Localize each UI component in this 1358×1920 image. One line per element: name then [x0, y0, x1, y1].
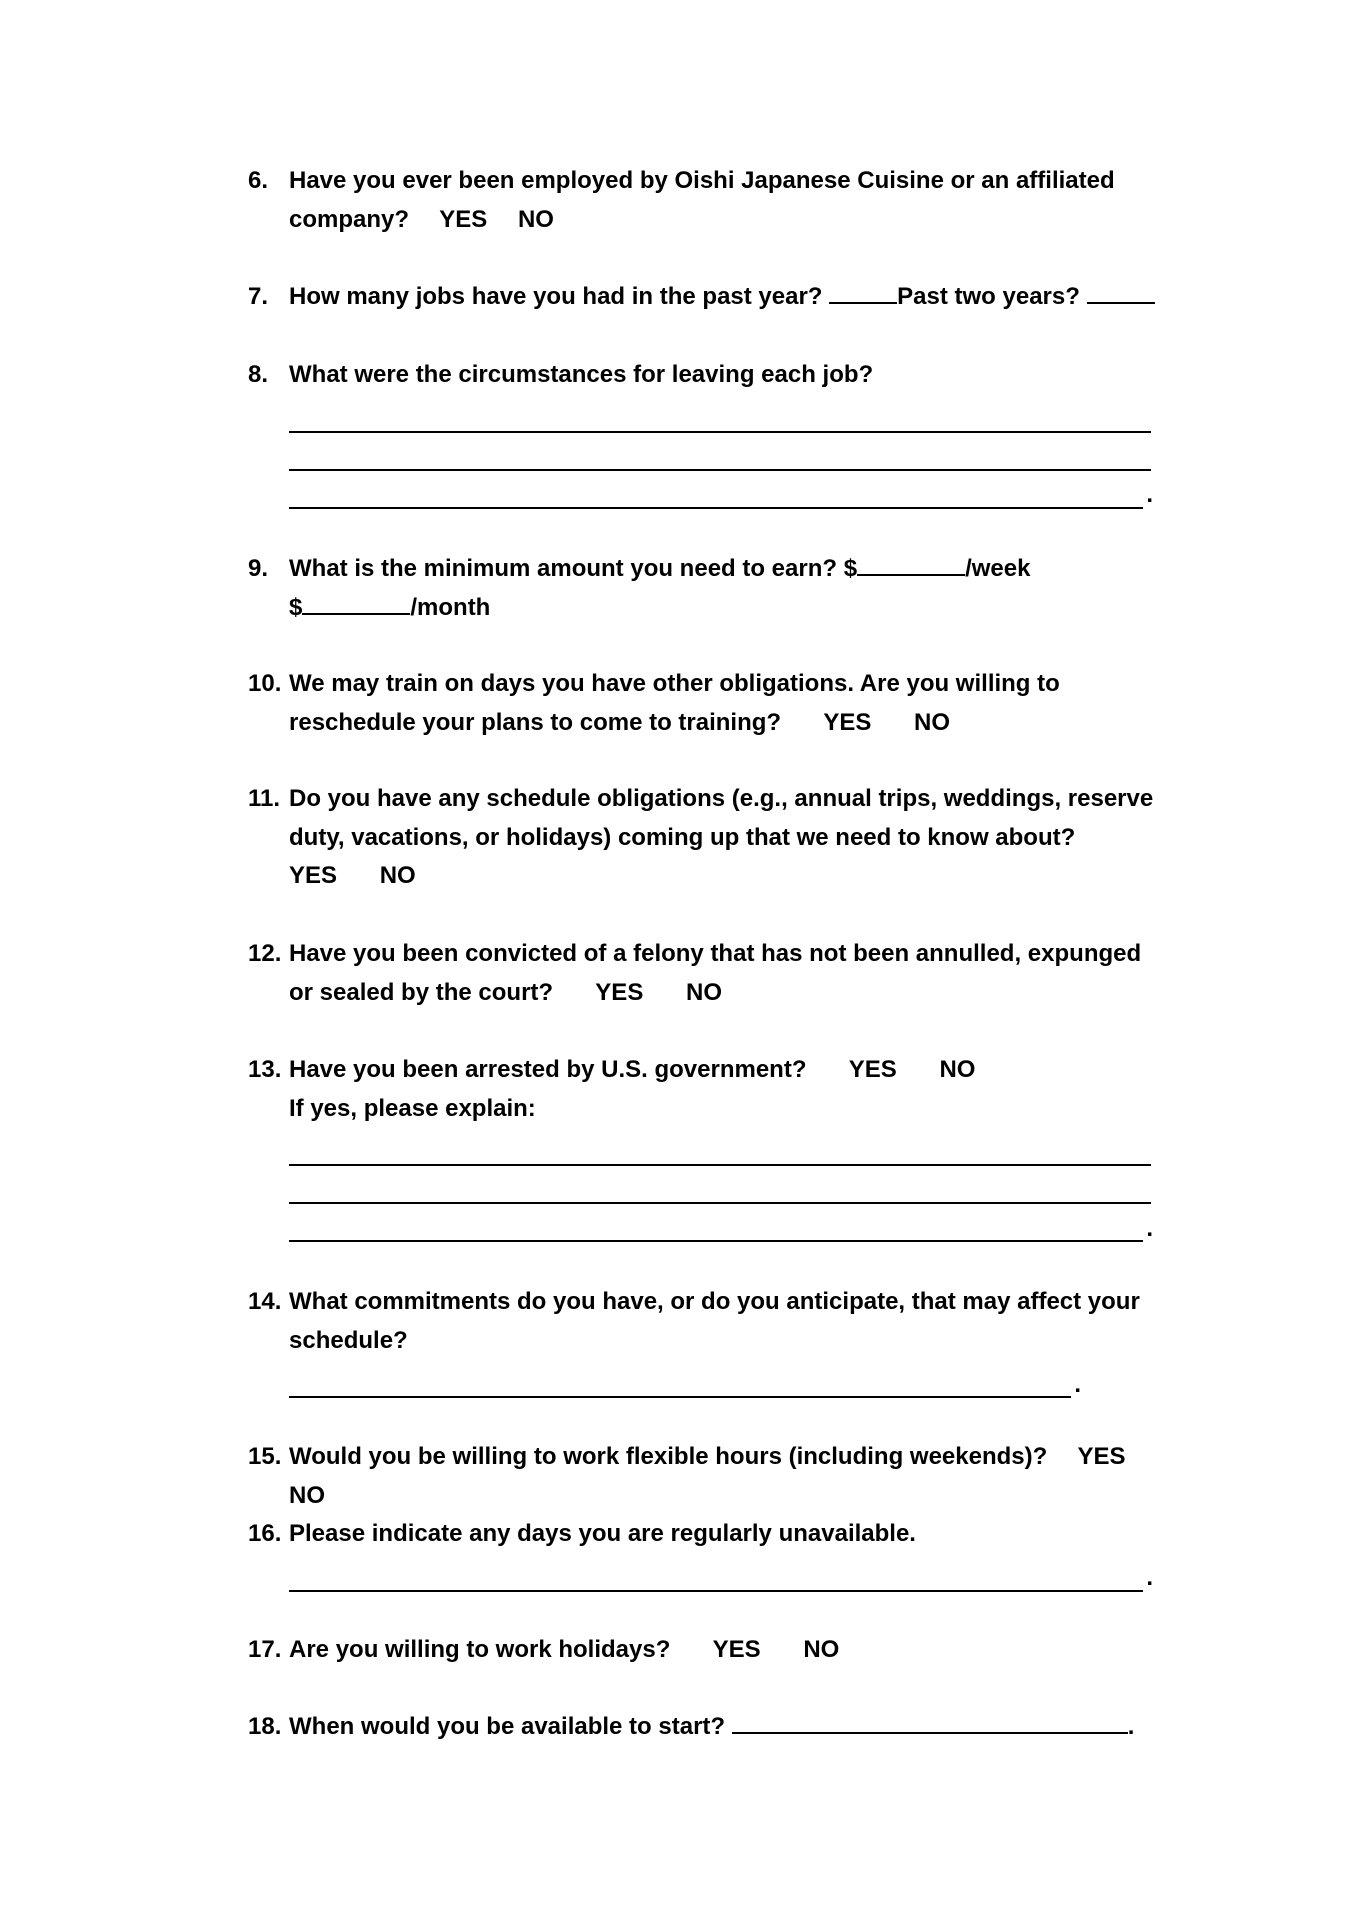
question-number: 7. — [248, 283, 269, 310]
question-text-cont: or sealed by the court? — [289, 978, 554, 1006]
question-number: 14. — [248, 1288, 282, 1315]
question-number: 17. — [248, 1636, 282, 1663]
no-option[interactable]: NO — [517, 205, 554, 233]
jobs-past-two-years-blank[interactable] — [1087, 278, 1155, 304]
yes-option[interactable]: YES — [595, 978, 644, 1006]
answer-line[interactable] — [289, 1166, 1151, 1204]
question-text: Please indicate any days you are regularly unavailable. — [289, 1520, 916, 1547]
question-14 — [248, 1283, 1168, 1398]
question-9 — [248, 550, 1168, 627]
question-text: Would you be willing to work flexible hours (including weekends)? — [289, 1443, 1048, 1470]
question-number: 15. — [248, 1443, 282, 1470]
no-option[interactable]: NO — [289, 1481, 325, 1509]
no-option[interactable]: NO — [914, 708, 951, 736]
question-text: How many jobs have you had in the past year? — [289, 283, 823, 310]
monthly-amount-blank[interactable] — [302, 589, 410, 615]
question-number: 6. — [248, 167, 269, 194]
question-text: Have you ever been employed by Oishi Japanese Cuisine or an affiliated — [289, 167, 1115, 194]
question-text: We may train on days you have other obligations. Are you willing to — [289, 670, 1060, 697]
yes-option[interactable]: YES — [823, 708, 872, 736]
question-text-cont: Past two years? — [897, 283, 1080, 310]
start-date-blank[interactable] — [732, 1708, 1128, 1734]
question-number: 9. — [248, 555, 269, 582]
period: . — [1127, 1713, 1135, 1740]
question-7 — [248, 278, 1168, 317]
question-text-cont: schedule? — [289, 1326, 408, 1354]
yes-option[interactable]: YES — [1077, 1443, 1126, 1470]
question-text: When would you be available to start? — [289, 1713, 726, 1740]
question-12 — [248, 935, 1168, 1012]
no-option[interactable]: NO — [379, 862, 416, 889]
no-option[interactable]: NO — [686, 978, 722, 1006]
question-number: 11. — [248, 785, 281, 812]
yes-option[interactable]: YES — [439, 205, 488, 233]
yes-option[interactable]: YES — [848, 1056, 897, 1083]
question-number: 12. — [248, 940, 282, 967]
question-text: Are you willing to work holidays? — [289, 1636, 671, 1663]
question-text-cont: reschedule your plans to come to training? — [289, 708, 782, 736]
answer-line[interactable] — [289, 395, 1151, 433]
dollar-sign: $ — [289, 593, 303, 621]
question-8 — [248, 356, 1168, 509]
question-18 — [248, 1708, 1168, 1747]
question-13 — [248, 1051, 1168, 1242]
question-number: 16. — [248, 1520, 282, 1547]
question-text-cont: duty, vacations, or holidays) coming up that we need to know about? — [289, 823, 1076, 851]
question-number: 13. — [248, 1056, 282, 1083]
question-text: Do you have any schedule obligations (e.g., annual trips, weddings, reserve — [289, 785, 1154, 812]
yes-option[interactable]: YES — [712, 1636, 761, 1663]
yes-option[interactable]: YES — [289, 862, 338, 889]
question-6 — [248, 162, 1168, 239]
no-option[interactable]: NO — [803, 1636, 840, 1663]
question-15 — [248, 1438, 1168, 1515]
no-option[interactable]: NO — [939, 1056, 976, 1083]
answer-line[interactable] — [289, 433, 1151, 471]
answer-line[interactable] — [289, 1554, 1143, 1592]
jobs-past-year-blank[interactable] — [829, 278, 897, 304]
answer-line[interactable] — [289, 471, 1143, 509]
question-17 — [248, 1631, 1168, 1670]
question-text: Have you been convicted of a felony that has not been annulled, expunged — [289, 940, 1142, 967]
answer-line[interactable] — [289, 1204, 1143, 1242]
question-10 — [248, 665, 1168, 742]
dollar-sign: $ — [843, 555, 858, 582]
question-11 — [248, 780, 1168, 896]
question-number: 18. — [248, 1713, 282, 1740]
question-text-cont: company? — [289, 205, 410, 233]
question-number: 8. — [248, 361, 269, 388]
question-number: 10. — [248, 670, 282, 697]
question-16 — [248, 1515, 1168, 1592]
question-text: What were the circumstances for leaving each job? — [289, 361, 874, 388]
question-text: Have you been arrested by U.S. government? — [289, 1056, 807, 1083]
answer-line[interactable] — [289, 1128, 1151, 1166]
question-text-cont: If yes, please explain: — [289, 1094, 536, 1122]
question-text: What commitments do you have, or do you anticipate, that may affect your — [289, 1288, 1140, 1315]
weekly-amount-blank[interactable] — [857, 550, 965, 576]
month-label: /month — [410, 593, 491, 621]
answer-line[interactable] — [289, 1360, 1071, 1398]
question-text: What is the minimum amount you need to earn? — [289, 555, 838, 582]
week-label: /week — [965, 555, 1031, 582]
